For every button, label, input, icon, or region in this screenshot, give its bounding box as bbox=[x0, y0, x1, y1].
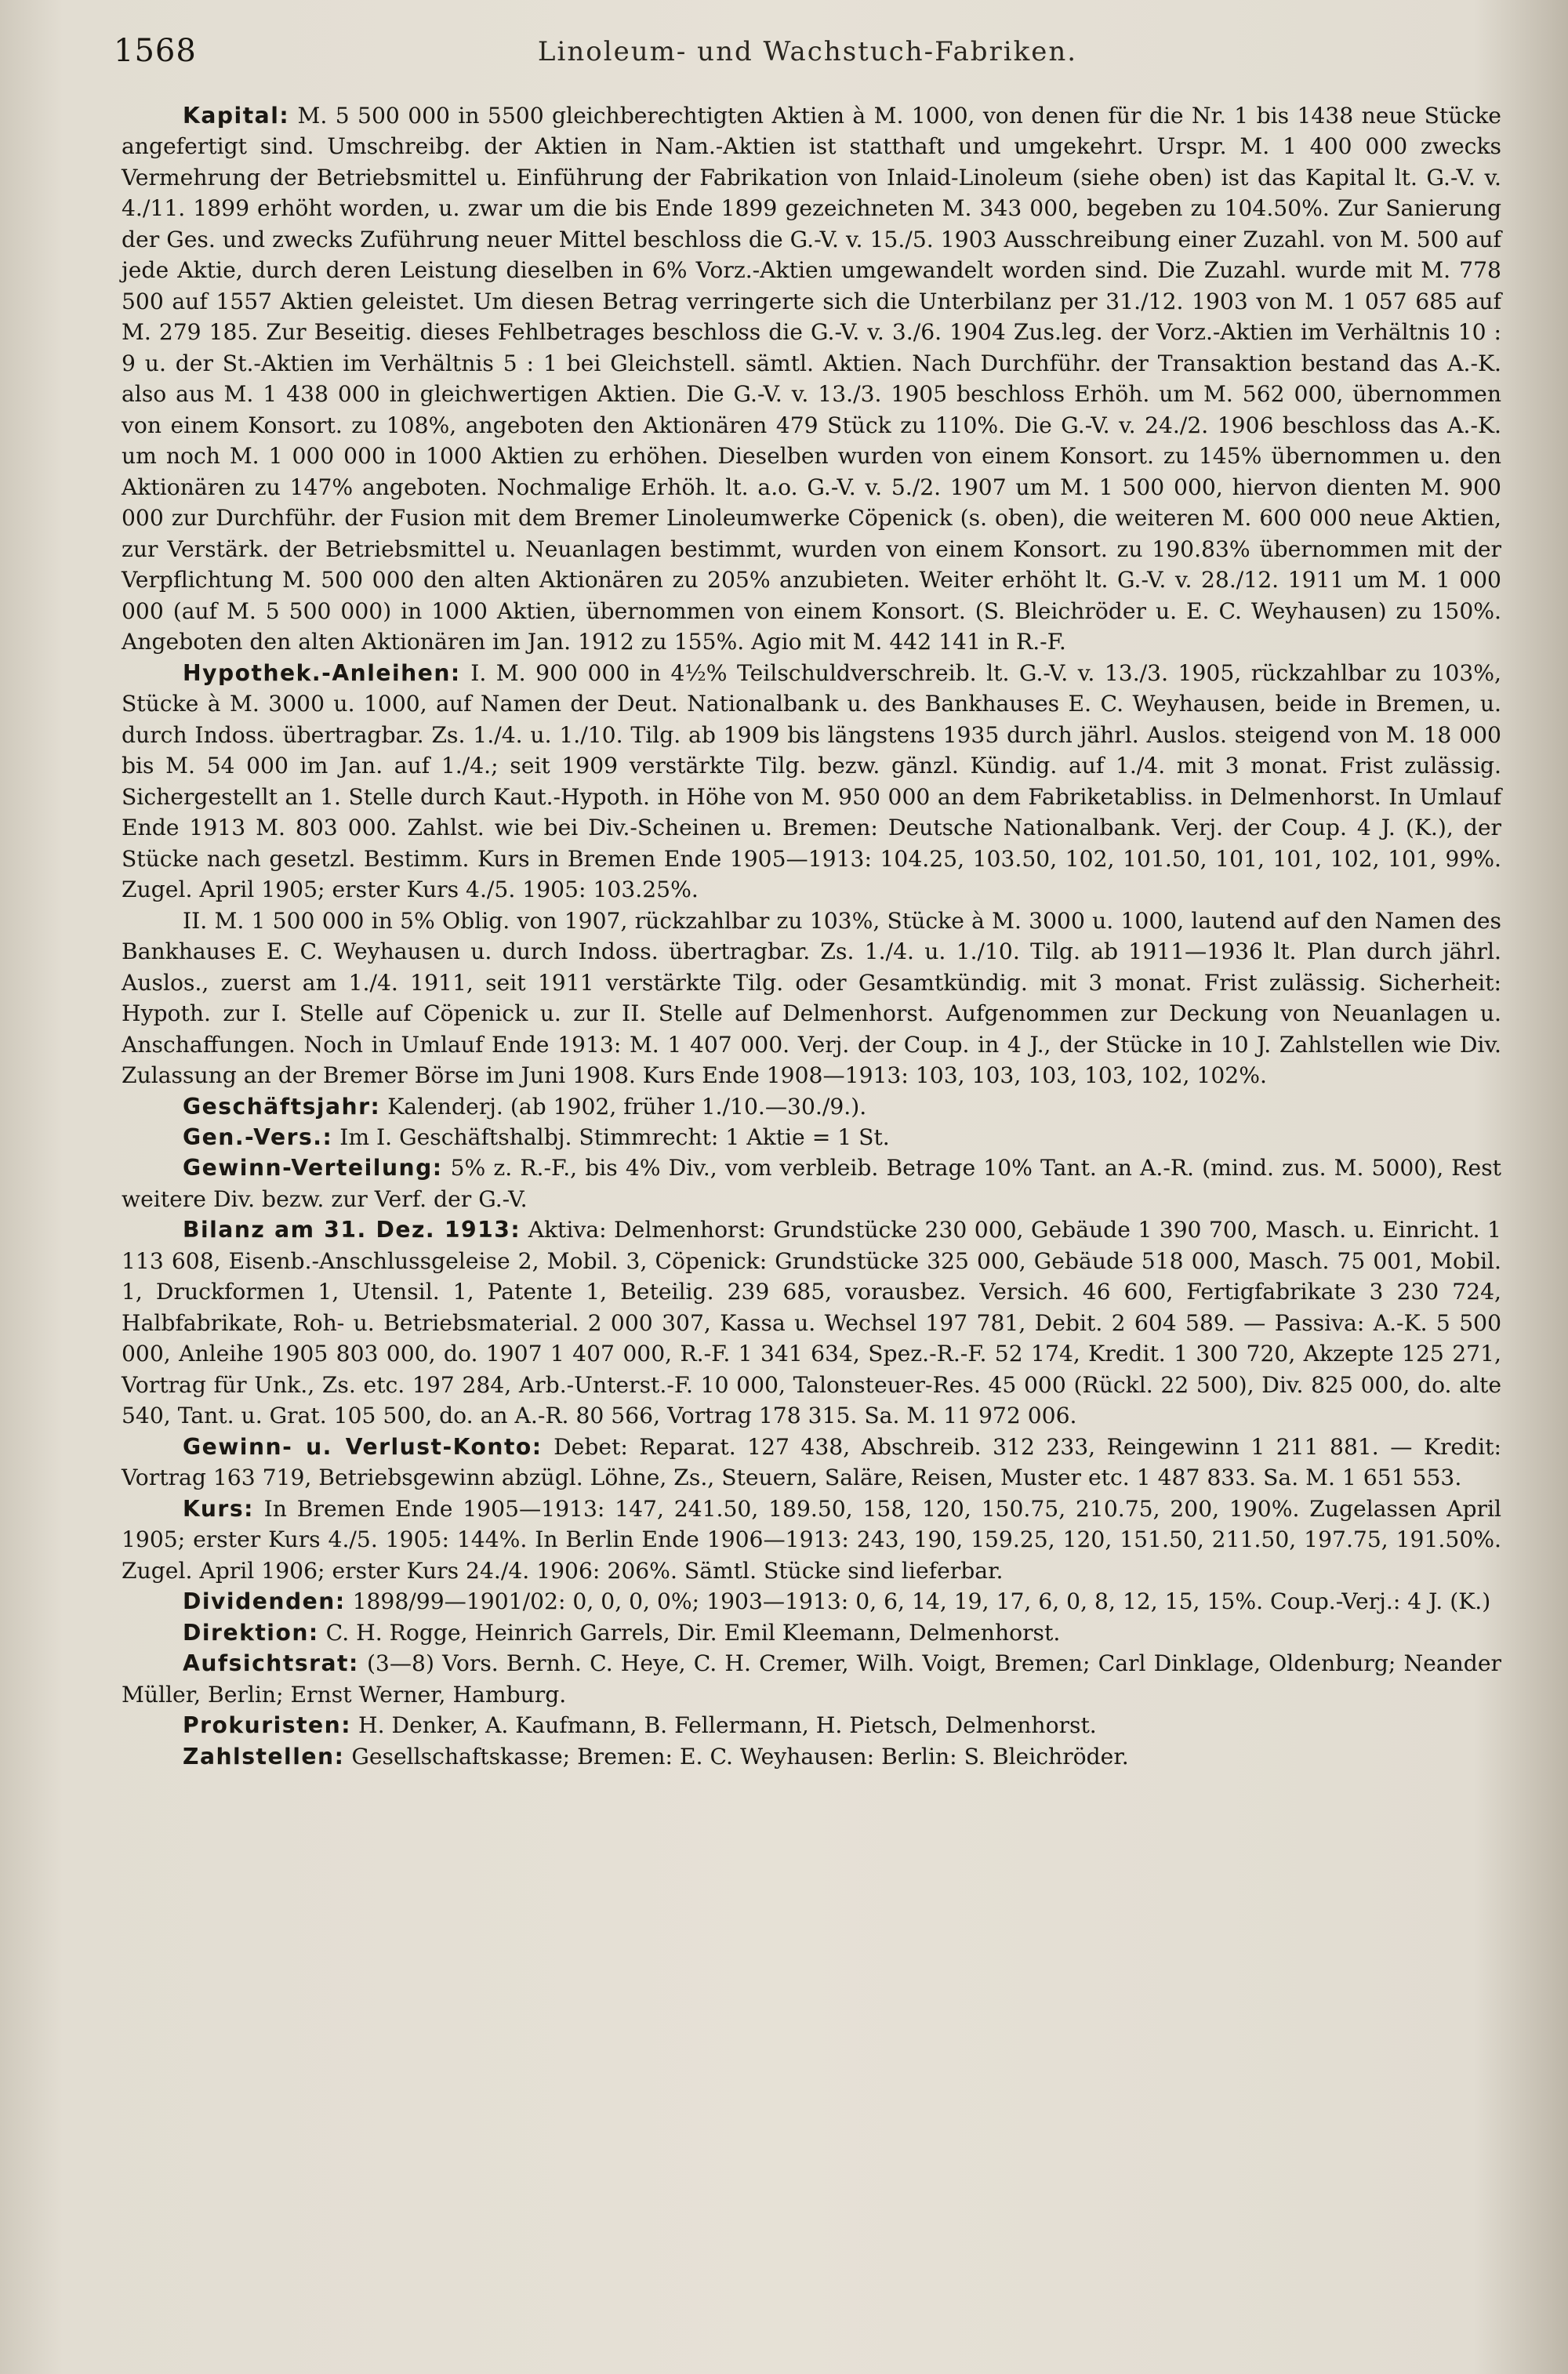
section-text: II. M. 1 500 000 in 5% Oblig. von 1907, rückzahlbar zu 103%, Stücke à M. 3000 u. 1000, lautend auf den Namen des Bankhauses E. C. Weyhausen u. durch Indoss. übertragbar. Zs. 1./4. u. 1./10. Tilg. ab 1911—1936 lt. Plan durch jährl. Auslos., zuerst am 1./4. 1911, seit 1911 verstärkte Tilg. oder Gesamtkündig. mit 3 monat. Frist zulässig. Sicherheit: Hypoth. zur I. Stelle auf Cöpenick u. zur II. Stelle auf Delmenhorst. Aufgenommen zur Deckung von Neuanlagen u. Anschaffungen. Noch in Umlauf Ende 1913: M. 1 407 000. Verj. der Coup. in 4 J., der Stücke in 10 J. Zahlstellen wie Div. Zulassung an der Bremer Börse im Juni 1908. Kurs Ende 1908—1913: 103, 103, 103, 103, 102, 102%. bbox=[122, 907, 1501, 1089]
section-bilanz bbox=[122, 1214, 1501, 1431]
section-geschaeftsjahr bbox=[122, 1091, 1501, 1122]
section-gen-vers bbox=[122, 1122, 1501, 1153]
running-title: Linoleum- und Wachstuch-Fabriken. bbox=[537, 36, 1078, 67]
section-text: Im I. Geschäftshalbj. Stimmrecht: 1 Aktie = 1 St. bbox=[339, 1123, 890, 1150]
section-text: 5% z. R.-F., bis 4% Div., vom verbleib. Betrage 10% Tant. an A.-R. (mind. zus. M. 5000), Rest weitere Div. bezw. zur Verf. der G.-V. bbox=[122, 1155, 1501, 1212]
section-direktion bbox=[122, 1617, 1501, 1648]
section-text: Debet: Reparat. 127 438, Abschreib. 312 233, Reingewinn 1 211 881. — Kredit: Vortrag 163 719, Betriebsgewinn abzügl. Löhne, Zs., Steuern, Saläre, Reisen, Muster etc. 1 487 833. Sa. M. 1 651 553. bbox=[122, 1433, 1501, 1491]
section-text: H. Denker, A. Kaufmann, B. Fellermann, H. Pietsch, Delmenhorst. bbox=[358, 1712, 1097, 1739]
section-label: Gewinn- u. Verlust-Konto: bbox=[183, 1433, 543, 1460]
section-label: Zahlstellen: bbox=[183, 1743, 345, 1770]
section-gewinn-verteilung bbox=[122, 1153, 1501, 1214]
section-label: Kurs: bbox=[183, 1495, 254, 1522]
page-header bbox=[114, 33, 1501, 80]
section-text: I. M. 900 000 in 4½% Teilschuldverschreib. lt. G.-V. v. 13./3. 1905, rückzahlbar zu 103%, Stücke à M. 3000 u. 1000, auf Namen der Deut. Nationalbank u. des Bankhauses E. C. Weyhausen, beide in Bremen, u. durch Indoss. übertragbar. Zs. 1./4. u. 1./10. Tilg. ab 1909 bis längstens 1935 durch jährl. Auslos. steigend von M. 18 000 bis M. 54 000 im Jan. auf 1./4.; seit 1909 verstärkte Tilg. bezw. gänzl. Kündig. auf 1./4. mit 3 monat. Frist zulässig. Sichergestellt an 1. Stelle durch Kaut.-Hypoth. in Höhe von M. 950 000 an dem Fabriketabliss. in Delmenhorst. In Umlauf Ende 1913 M. 803 000. Zahlst. wie bei Div.-Scheinen u. Bremen: Deutsche Nationalbank. Verj. der Coup. 4 J. (K.), der Stücke nach gesetzl. Bestimm. Kurs in Bremen Ende 1905—1913: 104.25, 103.50, 102, 101.50, 101, 101, 102, 101, 99%. Zugel. April 1905; erster Kurs 4./5. 1905: 103.25%. bbox=[122, 659, 1501, 903]
section-label: Dividenden: bbox=[183, 1588, 346, 1615]
section-text: In Bremen Ende 1905—1913: 147, 241.50, 189.50, 158, 120, 150.75, 210.75, 200, 190%. Zugelassen April 1905; erster Kurs 4./5. 1905: 144%. In Berlin Ende 1906—1913: 243, 190, 159.25, 120, 151.50, 211.50, 197.75, 191.50%. Zugel. April 1906; erster Kurs 24./4. 1906: 206%. Sämtl. Stücke sind lieferbar. bbox=[122, 1495, 1501, 1584]
section-label: Direktion: bbox=[183, 1619, 319, 1646]
section-hypothek-anleihen bbox=[122, 658, 1501, 906]
page-number: 1568 bbox=[114, 33, 197, 69]
section-prokuristen bbox=[122, 1710, 1501, 1741]
section-text: Kalenderj. (ab 1902, früher 1./10.—30./9.). bbox=[387, 1093, 867, 1120]
section-text: C. H. Rogge, Heinrich Garrels, Dir. Emil Kleemann, Delmenhorst. bbox=[325, 1619, 1061, 1646]
section-kapital bbox=[122, 100, 1501, 658]
section-aufsichtsrat bbox=[122, 1648, 1501, 1710]
section-text: Aktiva: Delmenhorst: Grundstücke 230 000, Gebäude 1 390 700, Masch. u. Einricht. 1 113 608, Eisenb.-Anschlussgeleise 2, Mobil. 3, Cöpenick: Grundstücke 325 000, Gebäude 518 000, Masch. 75 001, Mobil. 1, Druckformen 1, Utensil. 1, Patente 1, Beteilig. 239 685, vorausbez. Versich. 46 600, Fertigfabrikate 3 230 724, Halbfabrikate, Roh- u. Betriebsmaterial. 2 000 307, Kassa u. Wechsel 197 781, Debit. 2 604 589. — Passiva: A.-K. 5 500 000, Anleihe 1905 803 000, do. 1907 1 407 000, R.-F. 1 341 634, Spez.-R.-F. 52 174, Kredit. 1 300 720, Akzepte 125 271, Vortrag für Unk., Zs. etc. 197 284, Arb.-Unterst.-F. 10 000, Talonsteuer-Res. 45 000 (Rückl. 22 500), Div. 825 000, do. alte 540, Tant. u. Grat. 105 500, do. an A.-R. 80 566, Vortrag 178 315. Sa. M. 11 972 006. bbox=[122, 1217, 1501, 1429]
section-label: Geschäftsjahr: bbox=[183, 1093, 381, 1120]
section-label: Gen.-Vers.: bbox=[183, 1123, 333, 1150]
section-label: Gewinn-Verteilung: bbox=[183, 1155, 443, 1182]
section-label: Aufsichtsrat: bbox=[183, 1650, 359, 1677]
section-text: (3—8) Vors. Bernh. C. Heye, C. H. Cremer, Wilh. Voigt, Bremen; Carl Dinklage, Oldenburg; Neander Müller, Berlin; Ernst Werner, Hamburg. bbox=[122, 1650, 1502, 1708]
section-label: Prokuristen: bbox=[183, 1712, 352, 1739]
section-zahlstellen bbox=[122, 1741, 1501, 1772]
section-label: Hypothek.-Anleihen: bbox=[183, 659, 461, 686]
section-label: Bilanz am 31. Dez. 1913: bbox=[183, 1217, 521, 1243]
section-gewinn-verlust-konto bbox=[122, 1432, 1501, 1494]
section-label: Kapital: bbox=[183, 103, 290, 129]
section-dividenden bbox=[122, 1586, 1501, 1617]
section-kurs bbox=[122, 1494, 1501, 1586]
section-text: Gesellschaftskasse; Bremen: E. C. Weyhausen: Berlin: S. Bleichröder. bbox=[351, 1743, 1129, 1770]
section-text: M. 5 500 000 in 5500 gleichberechtigten Aktien à M. 1000, von denen für die Nr. 1 bis 1438 neue Stücke angefertigt sind. Umschreibg. der Aktien in Nam.-Aktien ist statthaft und umgekehrt. Urspr. M. 1 400 000 zwecks Vermehrung der Betriebsmittel u. Einführung der Fabrikation von Inlaid-Linoleum (siehe oben) ist das Kapital lt. G.-V. v. 4./11. 1899 erhöht worden, u. zwar um die bis Ende 1899 gezeichneten M. 343 000, begeben zu 104.50%. Zur Sanierung der Ges. und zwecks Zuführung neuer Mittel beschloss die G.-V. v. 15./5. 1903 Ausschreibung einer Zuzahl. von M. 500 auf jede Aktie, durch deren Leistung dieselben in 6% Vorz.-Aktien umgewandelt worden sind. Die Zuzahl. wurde mit M. 778 500 auf 1557 Aktien geleistet. Um diesen Betrag verringerte sich die Unterbilanz per 31./12. 1903 von M. 1 057 685 auf M. 279 185. Zur Beseitig. dieses Fehlbetrages beschloss die G.-V. v. 3./6. 1904 Zus.leg. der Vorz.-Aktien im Verhältnis 10 : 9 u. der St.-Aktien im Verhältnis 5 : 1 bei Gleichstell. sämtl. Aktien. Nach Durchführ. der Transaktion bestand das A.-K. also aus M. 1 438 000 in gleichwertigen Aktien. Die G.-V. v. 13./3. 1905 beschloss Erhöh. um M. 562 000, übernommen von einem Konsort. zu 108%, angeboten den Aktionären 479 Stück zu 110%. Die G.-V. v. 24./2. 1906 beschloss das A.-K. um noch M. 1 000 000 in 1000 Aktien zu erhöhen. Dieselben wurden von einem Konsort. zu 145% übernommen u. den Aktionären zu 147% angeboten. Nochmalige Erhöh. lt. a.o. G.-V. v. 5./2. 1907 um M. 1 500 000, hiervon dienten M. 900 000 zur Durchführ. der Fusion mit dem Bremer Linoleumwerke Cöpenick (s. oben), die weiteren M. 600 000 neue Aktien, zur Verstärk. der Betriebsmittel u. Neuanlagen bestimmt, wurden von einem Konsort. zu 190.83% übernommen mit der Verpflichtung M. 500 000 den alten Aktionären zu 205% anzubieten. Weiter erhöht lt. G.-V. v. 28./12. 1911 um M. 1 000 000 (auf M. 5 500 000) in 1000 Aktien, übernommen von einem Konsort. (S. Bleichröder u. E. C. Weyhausen) zu 150%. Angeboten den alten Aktionären im Jan. 1912 zu 155%. Agio mit M. 442 141 in R.-F. bbox=[122, 103, 1501, 655]
section-anleihe-ii bbox=[122, 906, 1501, 1091]
document-body bbox=[122, 100, 1501, 1772]
section-text: 1898/99—1901/02: 0, 0, 0, 0%; 1903—1913: 0, 6, 14, 19, 17, 6, 0, 8, 12, 15, 15%. Coup.-Verj.: 4 J. (K.) bbox=[352, 1588, 1491, 1615]
